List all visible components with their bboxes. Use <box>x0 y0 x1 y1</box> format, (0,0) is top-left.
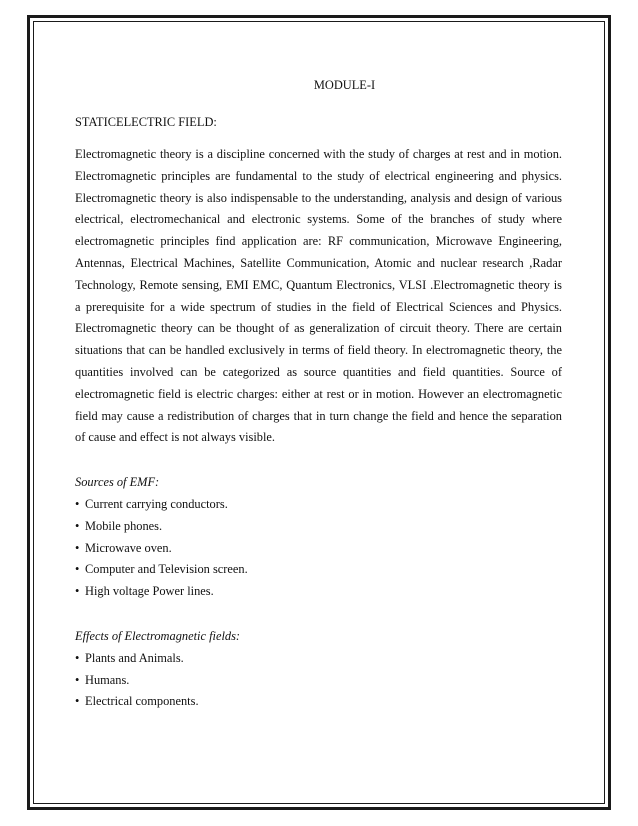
bullet-icon: • <box>75 672 80 687</box>
list-item-text: Mobile phones. <box>85 518 163 533</box>
list-item <box>75 516 562 538</box>
list-item-text: Microwave oven. <box>85 540 172 555</box>
list-item <box>75 494 562 516</box>
bullet-icon: • <box>75 694 80 709</box>
list-item <box>75 670 562 692</box>
document-body <box>75 76 562 713</box>
list-item <box>75 538 562 560</box>
section-heading: STATICELECTRIC FIELD: <box>75 115 217 129</box>
list-item <box>75 691 562 713</box>
list-item-text: High voltage Power lines. <box>85 584 214 599</box>
list-item-text: Humans. <box>85 672 130 687</box>
sources-heading: Sources of EMF: <box>75 475 160 490</box>
bullet-icon: • <box>75 650 80 665</box>
bullet-icon: • <box>75 562 80 577</box>
list-item-text: Electrical components. <box>85 694 199 709</box>
bullet-icon: • <box>75 496 80 511</box>
bullet-icon: • <box>75 584 80 599</box>
list-item-text: Current carrying conductors. <box>85 496 228 511</box>
intro-paragraph: Electromagnetic theory is a discipline concerned with the study of charges at rest and in motion. Electromagnetic principles are fundamental to the study of electrical engineering and physics. Electromagnetic theory is also indispensable to the understanding, analysis and design of various electrical, electromechanical and electronic systems. Some of the branches of study where electromagnetic principles find application are: RF communication, Microwave Engineering, Antennas, Electrical Machines, Satellite Communication, Atomic and nuclear research ,Radar Technology, Remote sensing, EMI EMC, Quantum Electronics, VLSI .Electromagnetic theory is a prerequisite for a wide spectrum of studies in the field of Electrical Sciences and Physics. Electromagnetic theory can be thought of as generalization of circuit theory. There are certain situations that can be handled exclusively in terms of field theory. In electromagnetic theory, the quantities involved can be categorized as source quantities and field quantities. Source of electromagnetic field is electric charges: either at rest or in motion. However an electromagnetic field may cause a redistribution of charges that in turn change the field and hence the separation of cause and effect is not always visible. <box>75 147 562 445</box>
sources-list <box>75 494 562 603</box>
list-item <box>75 559 562 581</box>
bullet-icon: • <box>75 518 80 533</box>
effects-list <box>75 648 562 713</box>
list-item <box>75 581 562 603</box>
list-item-text: Computer and Television screen. <box>85 562 248 577</box>
list-item <box>75 648 562 670</box>
list-item-text: Plants and Animals. <box>85 650 184 665</box>
module-title: MODULE-I <box>313 78 376 92</box>
bullet-icon: • <box>75 540 80 555</box>
effects-heading: Effects of Electromagnetic fields: <box>75 628 241 643</box>
